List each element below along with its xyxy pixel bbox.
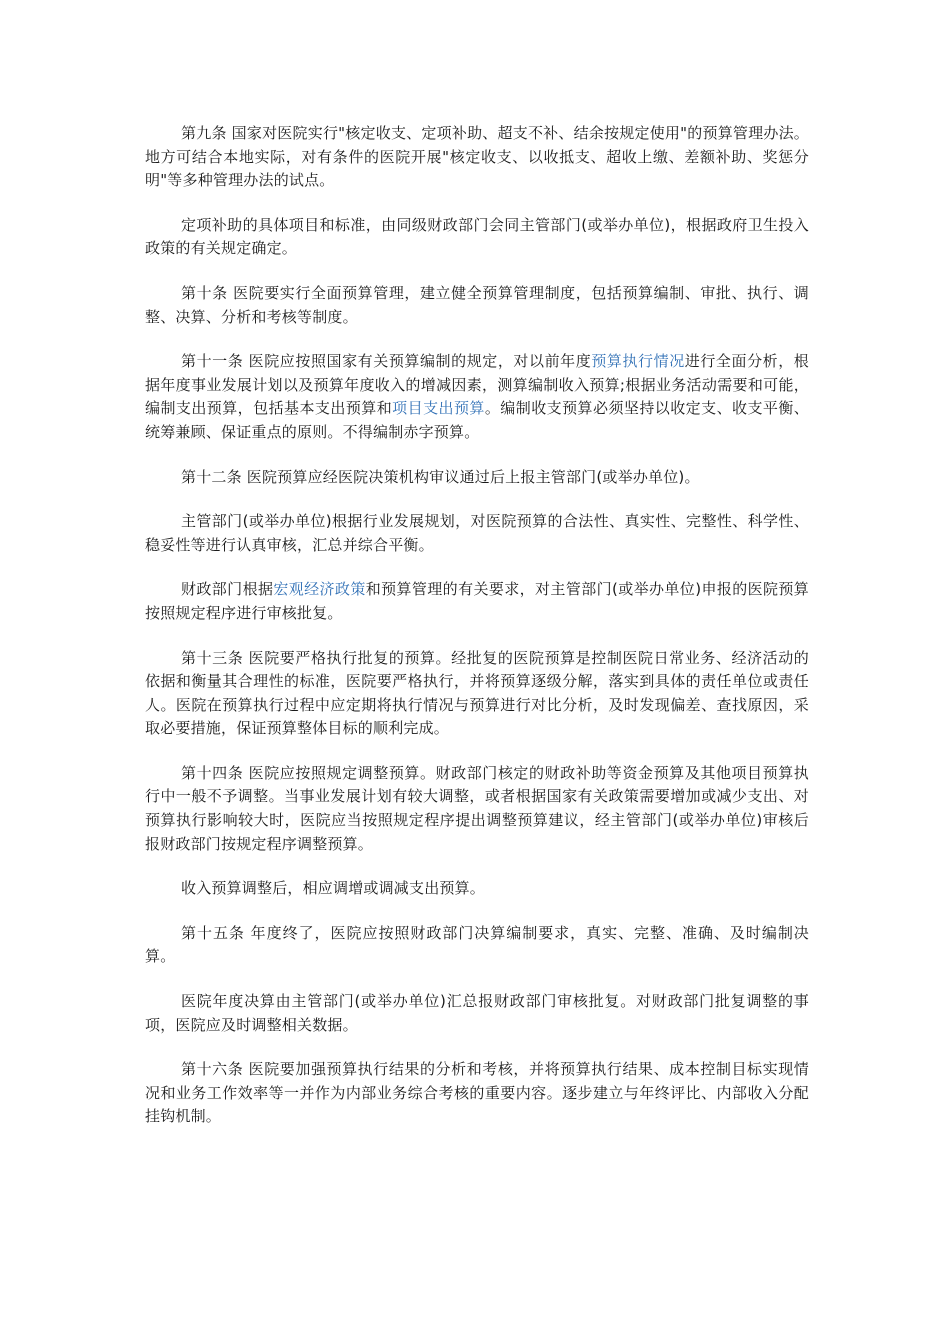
paragraph-text: 第十一条 医院应按照国家有关预算编制的规定，对以前年度	[181, 352, 592, 371]
paragraph-department-review	[145, 510, 809, 557]
paragraph-text: 第十六条 医院要加强预算执行结果的分析和考核，并将预算执行结果、成本控制目标实现情况和业务工作效率等一并作为内部业务综合考核的重要内容。逐步建立与年终评比、内部收入分配挂钩机制。	[145, 1060, 809, 1126]
paragraph-text: 第十四条 医院应按照规定调整预算。财政部门核定的财政补助等资金预算及其他项目预算执行中一般不予调整。当事业发展计划有较大调整，或者根据国家有关政策需要增加或减少支出、对预算执行影响较大时，医院应当按照规定程序提出调整预算建议，经主管部门(或举办单位)审核后报财政部门按规定程序调整预算。	[145, 763, 809, 853]
link-macroeconomic-policy[interactable]: 宏观经济政策	[273, 580, 366, 599]
paragraph-finance-approval	[145, 578, 809, 625]
paragraph-text: 第十五条 年度终了，医院应按照财政部门决算编制要求，真实、完整、准确、及时编制决算。	[145, 923, 809, 966]
paragraph-text: 和预算管理的有关要求，对主管部门(或举办单位)申报的医院预算按照规定程序进行审核批复。	[145, 580, 809, 622]
paragraph-text: 第九条 国家对医院实行"核定收支、定项补助、超支不补、结余按规定使用"的预算管理办法。地方可结合本地实际，对有条件的医院开展"核定收支、以收抵支、超收上缴、差额补助、奖惩分明"等多种管理办法的试点。	[145, 124, 809, 190]
paragraph-text: 主管部门(或举办单位)根据行业发展规划，对医院预算的合法性、真实性、完整性、科学性、稳妥性等进行认真审核，汇总并综合平衡。	[145, 512, 809, 554]
link-budget-execution[interactable]: 预算执行情况	[591, 352, 685, 371]
paragraph-text: 定项补助的具体项目和标准，由同级财政部门会同主管部门(或举办单位)，根据政府卫生投入政策的有关规定确定。	[145, 215, 809, 258]
paragraph-fixed-subsidy	[145, 214, 809, 261]
paragraph-annual-settlement	[145, 990, 809, 1037]
paragraph-text: 第十三条 医院要严格执行批复的预算。经批复的医院预算是控制医院日常业务、经济活动的依据和衡量其合理性的标准，医院要严格执行，并将预算逐级分解，落实到具体的责任单位或责任人。医院在预算执行过程中应定期将执行情况与预算进行对比分析，及时发现偏差、查找原因，采取必要措施，保证预算整体目标的顺利完成。	[145, 648, 809, 738]
paragraph-text: 进行全面分析，根据年度事业发展计划以及预算年度收入的增减因素，测算编制收入预算;根据业务活动需要和可能，编制支出预算，包括基本支出预算和	[145, 352, 809, 418]
paragraph-article-10	[145, 282, 809, 329]
paragraph-article-13	[145, 647, 809, 741]
paragraph-text: 收入预算调整后，相应调增或调减支出预算。	[181, 879, 486, 898]
paragraph-article-9	[145, 122, 809, 193]
paragraph-article-11	[145, 350, 809, 444]
paragraph-article-16	[145, 1058, 809, 1129]
paragraph-income-adjustment	[145, 877, 809, 901]
link-project-expenditure-budget[interactable]: 项目支出预算	[392, 399, 485, 418]
paragraph-text: 医院年度决算由主管部门(或举办单位)汇总报财政部门审核批复。对财政部门批复调整的事项，医院应及时调整相关数据。	[145, 992, 809, 1034]
paragraph-text: 第十条 医院要实行全面预算管理，建立健全预算管理制度，包括预算编制、审批、执行、调整、决算、分析和考核等制度。	[145, 283, 809, 326]
paragraph-article-12	[145, 466, 809, 490]
document-body	[145, 122, 809, 1150]
paragraph-article-14	[145, 762, 809, 856]
paragraph-text: 第十二条 医院预算应经医院决策机构审议通过后上报主管部门(或举办单位)。	[181, 467, 700, 486]
paragraph-article-15	[145, 922, 809, 969]
paragraph-text: 。编制收支预算必须坚持以收定支、收支平衡、统筹兼顾、保证重点的原则。不得编制赤字预算。	[145, 399, 810, 441]
paragraph-text: 财政部门根据	[181, 580, 274, 599]
